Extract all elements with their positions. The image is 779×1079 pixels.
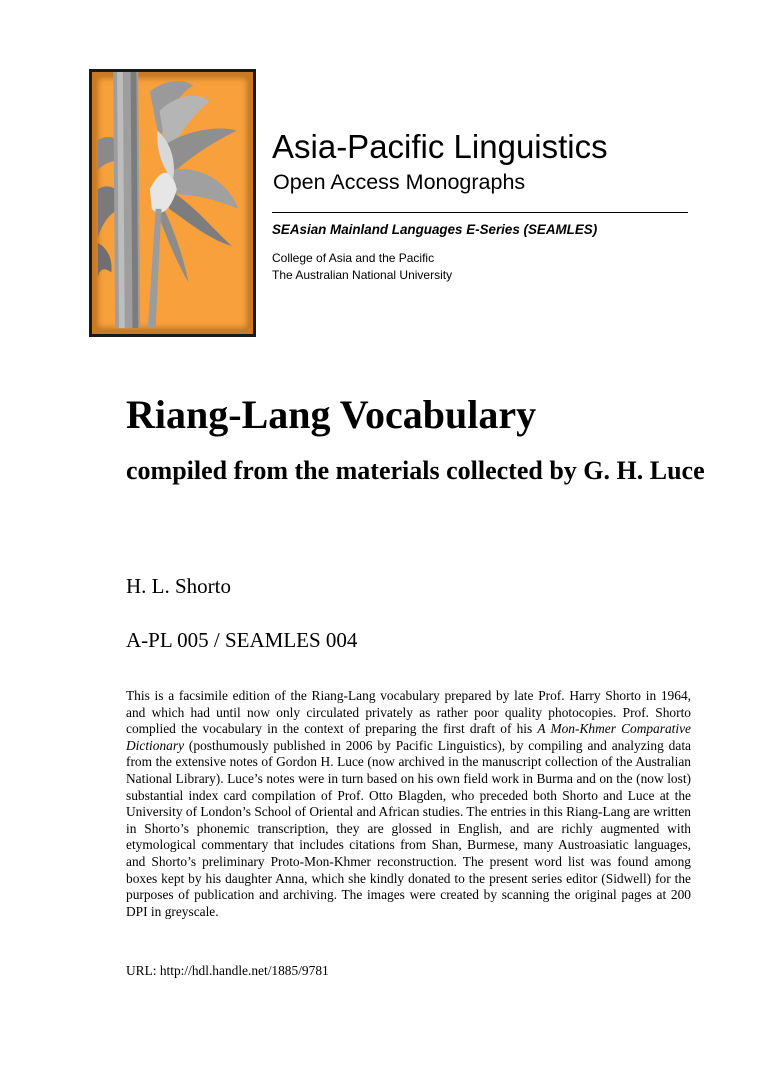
author-name: H. L. Shorto xyxy=(126,574,231,598)
document-subtitle: compiled from the materials collected by G. H. Luce xyxy=(126,456,705,485)
abstract-paragraph xyxy=(126,688,691,920)
abstract-book-title: A Mon-Khmer Comparative Dictionary xyxy=(126,721,691,753)
abstract-text-part2: (posthumously published in 2006 by Pacific Linguistics), by compiling and analyzing data from the extensive notes of Gordon H. Luce (now archived in the manuscript collection of the Australian National Library). Luce’s notes were in turn based on his own field work in Burma and on the (now lost) substantial index card compilation of Prof. Otto Blagden, who preceded both Shorto and Luce at the University of London’s School of Oriental and African studies. The entries in this Riang-Lang are written in Shorto’s phonemic transcription, they are glossed in English, and are richly augmented with etymological commentary that includes citations from Shan, Burmese, many Austroasiatic languages, and Shorto’s preliminary Proto-Mon-Khmer reconstruction. The present word list was found among boxes kept by his daughter Anna, which she kindly donated to the present series editor (Sidwell) for the purposes of publication and archiving. The images were created by scanning the original pages at 200 DPI in greyscale. xyxy=(126,737,692,919)
series-number: A-PL 005 / SEAMLES 004 xyxy=(126,628,358,652)
abstract-text-part1: This is a facsimile edition of the Riang-Lang vocabulary prepared by late Prof. Harry Shorto in 1964, and which had until now only circulated privately as rather poor quality photocopies. Prof. Shorto complied the vocabulary in the context of preparing the first draft of his xyxy=(126,688,691,737)
institution-university: The Australian National University xyxy=(272,268,453,282)
series-subtitle: Open Access Monographs xyxy=(273,170,526,194)
header-divider xyxy=(272,212,688,213)
eseries-name: SEAsian Mainland Languages E-Series (SEAMLES) xyxy=(272,222,598,237)
series-title: Asia-Pacific Linguistics xyxy=(272,128,608,165)
handle-url[interactable]: URL: http://hdl.handle.net/1885/9781 xyxy=(126,963,329,978)
series-logo xyxy=(89,69,256,337)
institution-college: College of Asia and the Pacific xyxy=(272,251,435,265)
document-title: Riang-Lang Vocabulary xyxy=(126,392,537,437)
palm-tree-icon xyxy=(92,72,253,334)
